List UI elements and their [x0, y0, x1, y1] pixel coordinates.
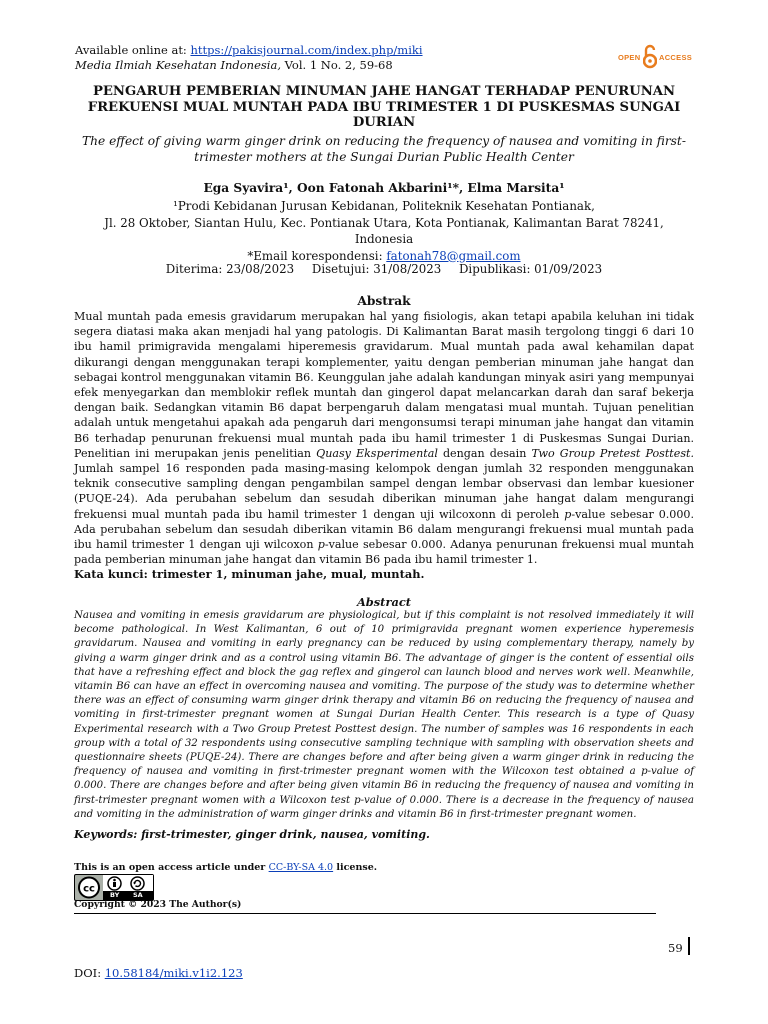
doi-link[interactable]: 10.58184/miki.v1i2.123: [104, 966, 243, 980]
open-access-right-text: ACCESS: [659, 53, 693, 62]
open-access-logo: [618, 44, 698, 70]
journal-url-link[interactable]: https://pakisjournal.com/index.php/miki: [190, 43, 423, 57]
badge-by-label: BY: [110, 891, 120, 899]
doi-prefix: DOI:: [74, 966, 105, 980]
authors: Ega Syavira¹, Oon Fatonah Akbarini¹*, Elma Marsita¹: [203, 181, 565, 195]
date-published: Dipublikasi: 01/09/2023: [458, 262, 603, 276]
email-prefix: *Email korespondensi:: [247, 248, 387, 263]
journal-name: Media Ilmiah Kesehatan Indonesia,: [75, 58, 281, 72]
affiliation-line-1: ¹Prodi Kebidanan Jurusan Kebidanan, Politeknik Kesehatan Pontianak,: [173, 199, 595, 213]
svg-text:cc: cc: [83, 883, 95, 895]
license-suffix: license.: [333, 862, 378, 873]
copyright-notice: Copyright © 2023 The Author(s): [74, 899, 242, 910]
footer-divider: [74, 913, 656, 914]
page-number-bar: [688, 937, 690, 955]
keywords-id: Kata kunci: trimester 1, minuman jahe, mual, muntah.: [74, 567, 425, 581]
journal-citation: [75, 58, 393, 72]
share-alike-icon: [130, 876, 145, 891]
email-link[interactable]: fatonah78@gmail.com: [386, 248, 521, 263]
abstract-id-text-1: Mual muntah pada emesis gravidarum merupakan hal yang fisiologis, akan tetapi apabila keluhan ini tidak segera diatasi maka akan menjadi hal yang patologis. Di Kalimantan Barat masih tergolong tinggi 6 dari 10 ibu hamil primigravida mengalami hiperemesis gravidarum. Mual muntah pada awal kehamilan dapat dikurangi dengan menggunakan terapi komplementer, yaitu dengan pemberian minuman jahe hangat dan sebagai kontrol menggunakan vitamin B6. Keunggulan jahe adalah kandungan minyak asiri yang mempunyai efek menyegarkan dan memblokir reflek muntah dan gingerol dapat melancarkan darah dan saraf bekerja dengan baik. Sedangkan vitamin B6 dapat berpengaruh dalam mengatasi mual muntah. Tujuan penelitian adalah untuk mengetahui apakah ada pengaruh dari mengonsumsi terapi minuman jahe hangat dan vitamin B6 terhadap penurunan frekuensi mual muntah pada ibu hamil trimester 1 di Puskesmas Sungai Durian. Penelitian ini merupakan jenis penelitian: [74, 310, 694, 460]
date-approved: Disetujui: 31/08/2023: [311, 262, 442, 276]
page-number: 59: [668, 941, 683, 955]
abstract-id-italic-4: p: [317, 538, 325, 552]
open-access-left-text: OPEN: [618, 53, 641, 62]
cc-icon: [77, 876, 101, 899]
attribution-icon: [107, 876, 122, 891]
abstract-id-text-4: -value sebesar 0.000. Ada perubahan sebelum dan sesudah diberikan vitamin B6 dalam mengurangi frekuensi mual muntah pada ibu hamil trimester 1 dengan uji wilcoxon: [74, 507, 695, 552]
license-statement: [74, 862, 377, 873]
article-dates: [74, 262, 694, 276]
abstract-id-italic-1: Quasy Eksperimental: [316, 446, 438, 460]
abstract-id-text-5: -value sebesar 0.000. Adanya penurunan frekuensi mual muntah pada pemberian minuman jahe hangat dan vitamin B6 pada ibu hamil trimester 1.: [74, 538, 694, 567]
availability-line: [75, 43, 423, 57]
open-lock-icon: [643, 44, 657, 70]
affiliation: [74, 198, 694, 264]
abstract-id-text-2: dengan desain: [437, 446, 532, 460]
license-prefix: This is an open access article under: [74, 862, 269, 873]
article-title: PENGARUH PEMBERIAN MINUMAN JAHE HANGAT TERHADAP PENURUNAN FREKUENSI MUAL MUNTAH PADA IBU TRIMESTER 1 DI PUSKESMAS SUNGAI DURIAN: [87, 84, 681, 131]
abstract-en-body: Nausea and vomiting in emesis gravidarum are physiological, but if this complaint is not resolved immediately it will become pathological. In West Kalimantan, 6 out of 10 primigravida pregnant women experience hyperemesis gravidarum. Nausea and vomiting in early pregnancy can be reduced by using complementary therapy, namely by giving a warm ginger drink and as a control using vitamin B6. The advantage of ginger is the content of essential oils that have a refreshing effect and block the gag reflex and gingerol can launch blood and nerves work well. Meanwhile, vitamin B6 can have an effect in overcoming nausea and vomiting. The purpose of the study was to determine whether there was an effect of consuming warm ginger drink therapy and vitamin B6 on reducing the frequency of nausea and vomiting in first-trimester pregnant women at Sungai Durian Health Center. This research is a type of Quasy Experimental research with a Two Group Pretest Posttest design. The number of samples was 16 respondents in each group with a total of 32 respondents using consecutive sampling technique with sampling with observation sheets and questionnaire sheets (PUQE-24). There are changes before and after being given a warm ginger drink in reducing the frequency of nausea and vomiting in first-trimester pregnant women with the Wilcoxon test obtained a p-value of 0.000. There are changes before and after being given vitamin B6 in reducing the frequency of nausea and vomiting in first-trimester pregnant women with a Wilcoxon test p-value of 0.000. There is a decrease in the frequency of nausea and vomiting in the administration of warm ginger drinks and vitamin B6 in first-trimester pregnant women.: [74, 610, 694, 820]
affiliation-line-2: Jl. 28 Oktober, Siantan Hulu, Kec. Pontianak Utara, Kota Pontianak, Kalimantan Barat 78241, Indonesia: [104, 215, 664, 246]
badge-sa-label: SA: [133, 891, 143, 899]
keywords-en: Keywords: first-trimester, ginger drink, nausea, vomiting.: [74, 828, 430, 841]
abstract-id-italic-3: p: [564, 507, 572, 521]
article-subtitle-english: The effect of giving warm ginger drink on reducing the frequency of nausea and vomiting in first-trimester mothers at the Sungai Durian Public Health Center: [82, 134, 686, 164]
license-link[interactable]: CC-BY-SA 4.0: [268, 862, 334, 873]
cc-by-sa-badge[interactable]: [74, 874, 154, 901]
availability-prefix: Available online at:: [75, 43, 191, 57]
abstract-en-heading: Abstract: [356, 595, 412, 609]
abstract-id-heading: Abstrak: [357, 294, 411, 308]
doi-line: [74, 966, 243, 980]
abstract-id-text-3: Jumlah sampel 16 responden pada masing-masing kelompok dengan jumlah 32 responden menggunakan teknik consecutive sampling dengan pengambilan sampel dengan lembar observasi dan lembar kuesioner (PUQE-24). Ada perubahan sebelum dan sesudah diberikan minuman jahe hangat dalam mengurangi frekuensi mual muntah pada ibu hamil trimester 1 dengan uji wilcoxonn di peroleh: [74, 462, 694, 521]
abstract-id-italic-2: Two Group Pretest Posttest.: [531, 446, 695, 460]
abstract-id-body: [74, 309, 694, 567]
date-received: Diterima: 23/08/2023: [165, 262, 295, 276]
journal-volume: Vol. 1 No. 2, 59-68: [281, 58, 393, 72]
